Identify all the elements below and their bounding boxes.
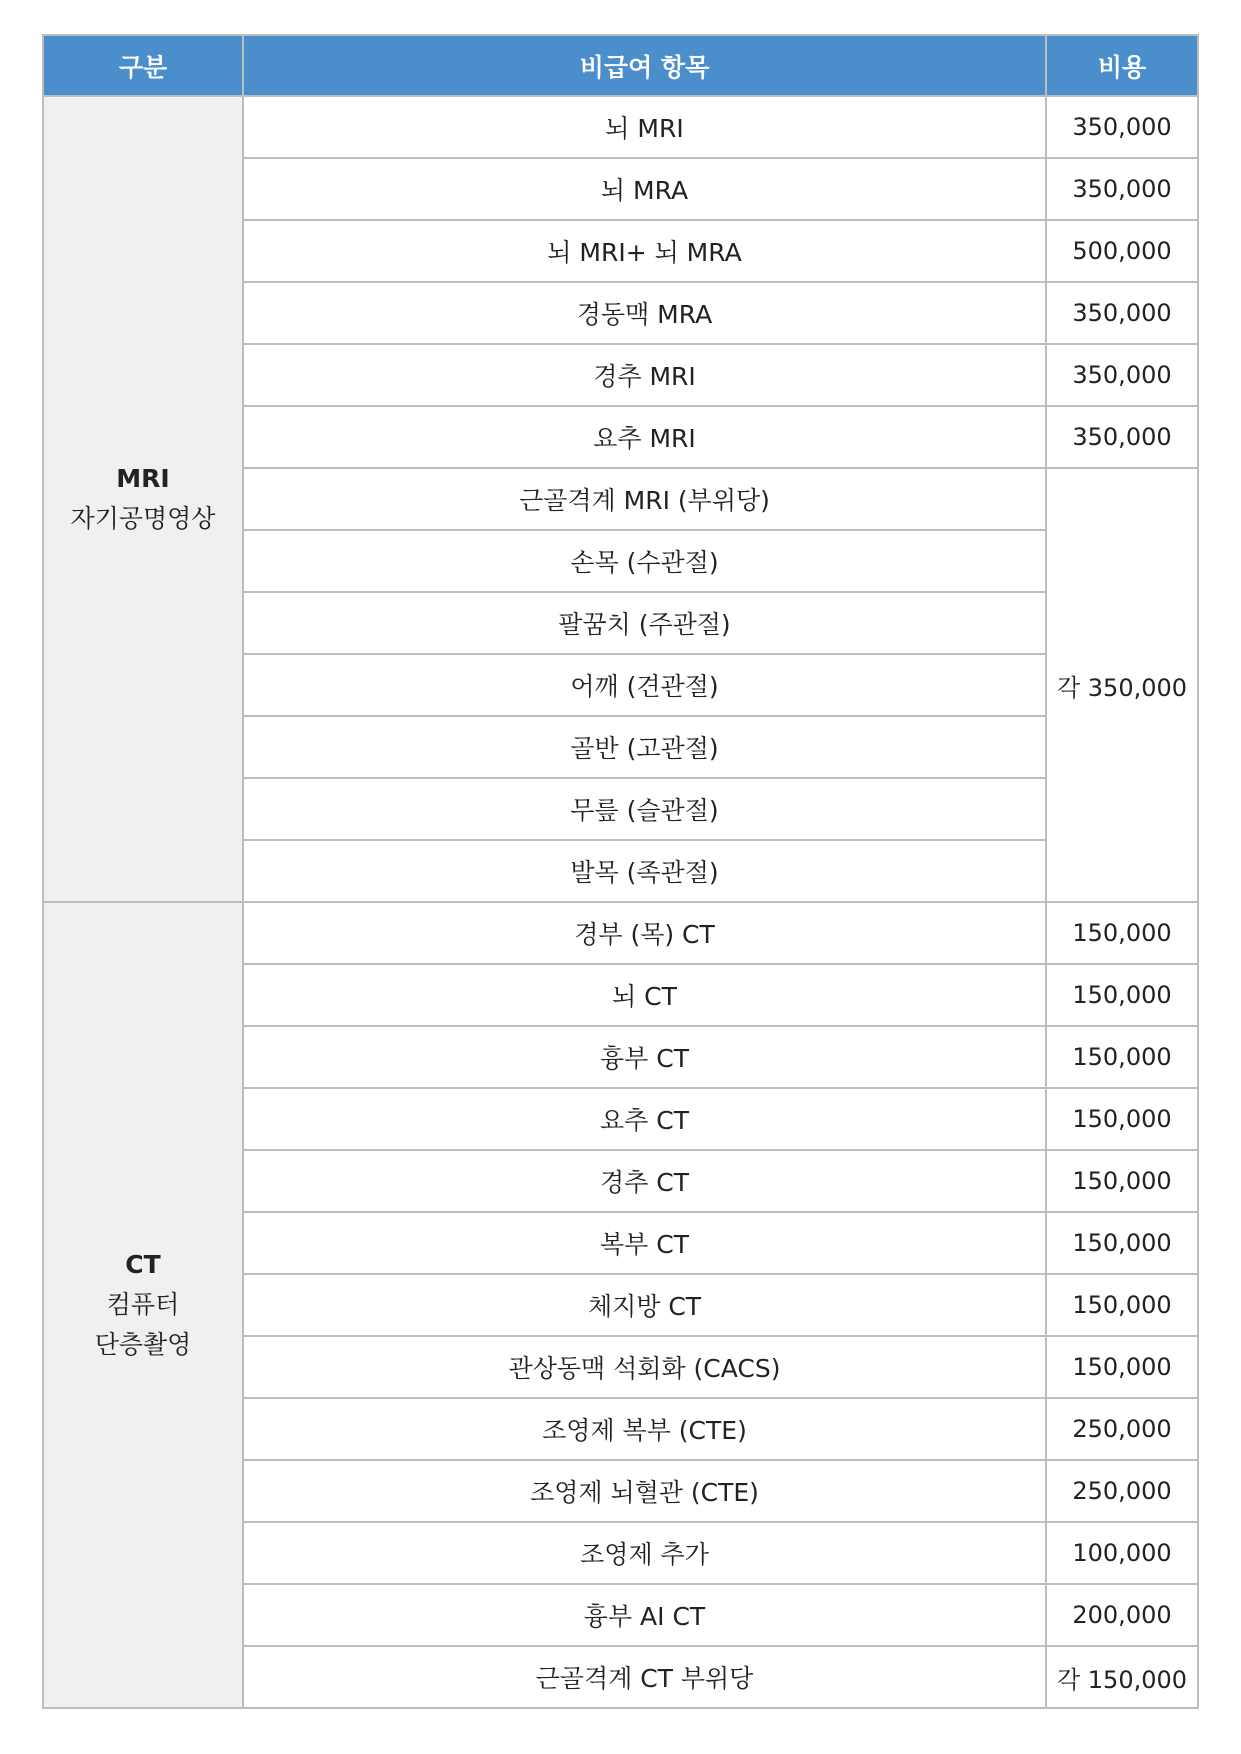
cost-cell: 250,000 bbox=[1046, 1460, 1198, 1522]
item-cell: 손목 (수관절) bbox=[243, 530, 1046, 592]
non-covered-price-table bbox=[42, 34, 1199, 1709]
item-cell: 근골격계 CT 부위당 bbox=[243, 1646, 1046, 1708]
cost-cell: 150,000 bbox=[1046, 1088, 1198, 1150]
item-cell: 골반 (고관절) bbox=[243, 716, 1046, 778]
cost-cell: 150,000 bbox=[1046, 1026, 1198, 1088]
cost-cell: 350,000 bbox=[1046, 344, 1198, 406]
item-cell: 어깨 (견관절) bbox=[243, 654, 1046, 716]
cost-cell: 150,000 bbox=[1046, 1150, 1198, 1212]
item-cell: 흉부 CT bbox=[243, 1026, 1046, 1088]
item-cell: 경추 MRI bbox=[243, 344, 1046, 406]
cost-cell: 350,000 bbox=[1046, 96, 1198, 158]
category-full-name-line1: 컴퓨터 bbox=[106, 1290, 180, 1319]
cost-cell: 350,000 bbox=[1046, 406, 1198, 468]
category-full-name: 자기공명영상 bbox=[70, 504, 216, 533]
category-cell-mri bbox=[43, 96, 243, 902]
item-cell: 경추 CT bbox=[243, 1150, 1046, 1212]
cost-cell: 500,000 bbox=[1046, 220, 1198, 282]
item-cell: 조영제 뇌혈관 (CTE) bbox=[243, 1460, 1046, 1522]
table-row bbox=[43, 902, 1198, 964]
item-cell: 뇌 CT bbox=[243, 964, 1046, 1026]
item-cell: 흉부 AI CT bbox=[243, 1584, 1046, 1646]
header-category: 구분 bbox=[43, 35, 243, 96]
cost-cell: 100,000 bbox=[1046, 1522, 1198, 1584]
price-table-container bbox=[42, 34, 1197, 1709]
item-cell: 뇌 MRA bbox=[243, 158, 1046, 220]
cost-cell: 350,000 bbox=[1046, 158, 1198, 220]
cost-cell: 250,000 bbox=[1046, 1398, 1198, 1460]
category-full-name-line2: 단층촬영 bbox=[94, 1330, 192, 1359]
cost-cell: 각 150,000 bbox=[1046, 1646, 1198, 1708]
item-cell: 근골격계 MRI (부위당) bbox=[243, 468, 1046, 530]
cost-cell: 150,000 bbox=[1046, 1336, 1198, 1398]
table-row bbox=[43, 96, 1198, 158]
cost-cell: 150,000 bbox=[1046, 902, 1198, 964]
header-cost: 비용 bbox=[1046, 35, 1198, 96]
item-cell: 뇌 MRI bbox=[243, 96, 1046, 158]
cost-cell: 150,000 bbox=[1046, 964, 1198, 1026]
item-cell: 조영제 추가 bbox=[243, 1522, 1046, 1584]
cost-cell-merged: 각 350,000 bbox=[1046, 468, 1198, 902]
item-cell: 조영제 복부 (CTE) bbox=[243, 1398, 1046, 1460]
item-cell: 무릎 (슬관절) bbox=[243, 778, 1046, 840]
header-item: 비급여 항목 bbox=[243, 35, 1046, 96]
item-cell: 관상동맥 석회화 (CACS) bbox=[243, 1336, 1046, 1398]
cost-cell: 350,000 bbox=[1046, 282, 1198, 344]
item-cell: 요추 CT bbox=[243, 1088, 1046, 1150]
item-cell: 경동맥 MRA bbox=[243, 282, 1046, 344]
item-cell: 뇌 MRI+ 뇌 MRA bbox=[243, 220, 1046, 282]
category-abbr: CT bbox=[125, 1250, 161, 1279]
item-cell: 요추 MRI bbox=[243, 406, 1046, 468]
header-row bbox=[43, 35, 1198, 96]
cost-cell: 150,000 bbox=[1046, 1274, 1198, 1336]
item-cell: 경부 (목) CT bbox=[243, 902, 1046, 964]
category-abbr: MRI bbox=[116, 464, 170, 493]
item-cell: 체지방 CT bbox=[243, 1274, 1046, 1336]
cost-cell: 200,000 bbox=[1046, 1584, 1198, 1646]
item-cell: 발목 (족관절) bbox=[243, 840, 1046, 902]
item-cell: 팔꿈치 (주관절) bbox=[243, 592, 1046, 654]
item-cell: 복부 CT bbox=[243, 1212, 1046, 1274]
cost-cell: 150,000 bbox=[1046, 1212, 1198, 1274]
category-cell-ct bbox=[43, 902, 243, 1708]
